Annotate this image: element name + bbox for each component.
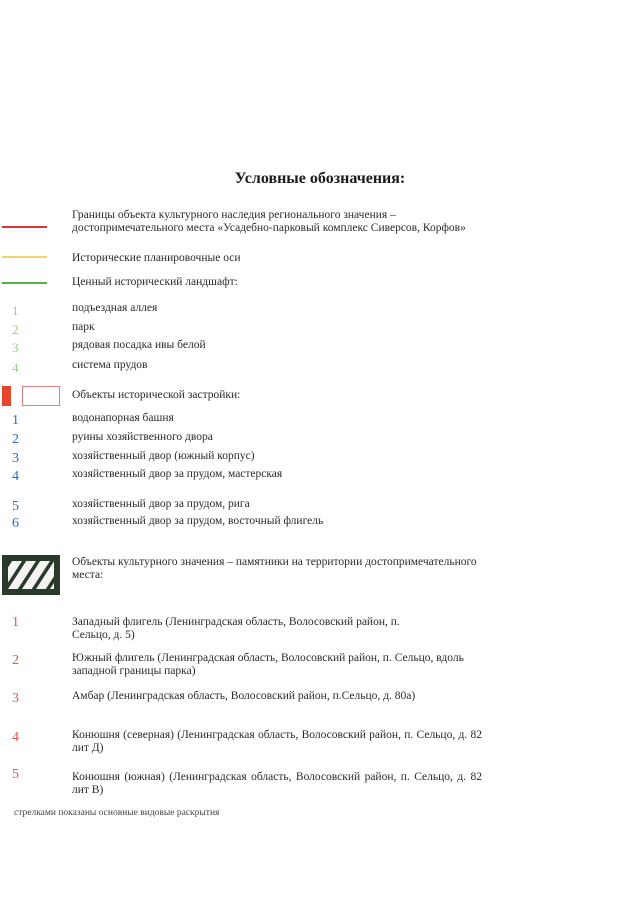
landscape-item-number: 2	[12, 322, 19, 337]
legend-title: Условные обозначения:	[234, 170, 406, 187]
axes-label: Исторические планировочные оси	[72, 252, 241, 264]
building-item-label: хозяйственный двор за прудом, рига	[72, 498, 250, 510]
building-item-label: хозяйственный двор (южный корпус)	[72, 450, 255, 462]
monument-item-number: 4	[12, 730, 19, 745]
building-item-number: 1	[12, 413, 19, 428]
monument-item-label: Западный флигель (Ленинградская область, Волосовский район, п. Сельцо, д. 5)	[72, 616, 400, 641]
monument-hatch-swatch	[2, 555, 60, 595]
landscape-item-label: парк	[72, 321, 95, 333]
building-item-label: руины хозяйственного двора	[72, 431, 213, 443]
building-item-label: хозяйственный двор за прудом, мастерская	[72, 468, 283, 480]
building-item-number: 6	[12, 516, 19, 531]
monument-item-number: 2	[12, 653, 19, 668]
monument-item-number: 3	[12, 691, 19, 706]
building-item-label: водонапорная башня	[72, 412, 174, 424]
landscape-item-label: подъездная аллея	[72, 302, 158, 314]
monument-item-label: Южный флигель (Ленинградская область, Волосовский район, п. Сельцо, вдоль западной границы парка)	[72, 652, 464, 677]
monument-item-number: 1	[12, 615, 19, 630]
landscape-line-symbol	[2, 282, 47, 284]
monument-item-label: Конюшня (северная) (Ленинградская область, Волосовский район, п. Сельцо, д. 82 лит Д)	[72, 729, 482, 754]
boundary-line-symbol	[2, 226, 47, 228]
monument-item-number: 5	[12, 767, 19, 782]
landscape-item-label: система прудов	[72, 359, 148, 371]
landscape-item-number: 3	[12, 340, 19, 355]
historic-building-red-swatch	[2, 386, 11, 406]
building-item-number: 4	[12, 469, 19, 484]
footnote: стрелками показаны основные видовые раскрытия	[14, 808, 220, 818]
landscape-item-number: 1	[12, 303, 19, 318]
axes-line-symbol	[2, 256, 47, 258]
historic-building-outline-swatch	[22, 386, 60, 406]
hatch-pattern-icon	[2, 555, 60, 595]
building-item-number: 2	[12, 432, 19, 447]
monument-item-label: Конюшня (южная) (Ленинградская область, Волосовский район, п. Сельцо, д. 82 лит В)	[72, 771, 482, 796]
landscape-item-number: 4	[12, 360, 19, 375]
landscape-label: Ценный исторический ландшафт:	[72, 276, 238, 288]
building-item-number: 5	[12, 499, 19, 514]
historic-buildings-heading: Объекты исторической застройки:	[72, 389, 241, 401]
boundary-label: Границы объекта культурного наследия регионального значения – достопримечательного места «Усадебно-парковый комплекс Сиверсов, Корфов»	[72, 209, 466, 234]
building-item-number: 3	[12, 451, 19, 466]
monuments-heading: Объекты культурного значения – памятники на территории достопримечательного места:	[72, 556, 477, 581]
building-item-label: хозяйственный двор за прудом, восточный флигель	[72, 515, 324, 527]
landscape-item-label: рядовая посадка ивы белой	[72, 339, 206, 351]
monument-item-label: Амбар (Ленинградская область, Волосовский район, п.Сельцо, д. 80а)	[72, 690, 416, 702]
